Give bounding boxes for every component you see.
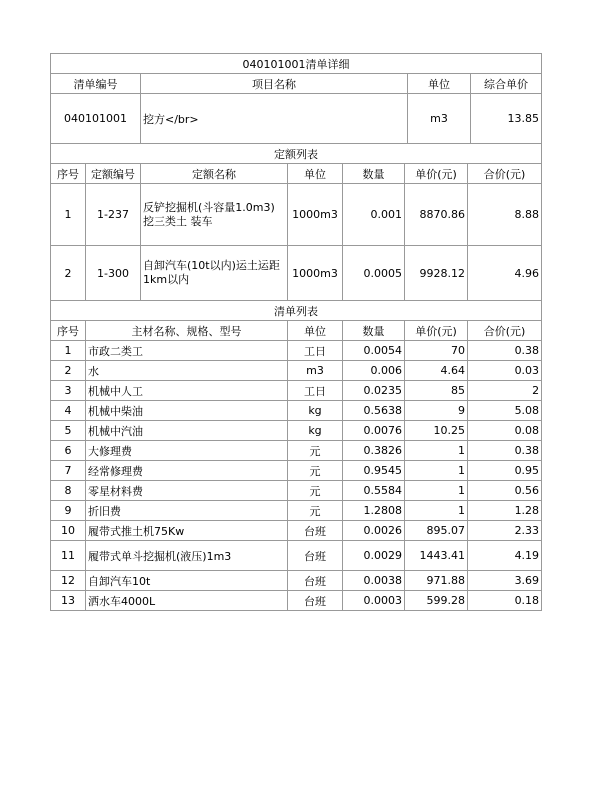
material-seq: 7 <box>51 461 86 481</box>
quota-unit-price: 9928.12 <box>405 246 468 301</box>
material-total: 0.95 <box>468 461 542 481</box>
material-qty: 0.0054 <box>343 341 405 361</box>
material-unit-price: 1 <box>405 441 468 461</box>
material-name: 折旧费 <box>86 501 288 521</box>
quota-total: 8.88 <box>468 184 542 246</box>
material-total: 5.08 <box>468 401 542 421</box>
material-unit: kg <box>288 401 343 421</box>
header-item-name: 项目名称 <box>141 74 408 94</box>
material-seq: 10 <box>51 521 86 541</box>
quota-name: 自卸汽车(10t以内)运土运距1km以内 <box>141 246 288 301</box>
material-qty: 0.0038 <box>343 571 405 591</box>
material-total: 3.69 <box>468 571 542 591</box>
material-unit-price: 1 <box>405 461 468 481</box>
quota-header-seq: 序号 <box>51 164 86 184</box>
quota-seq: 2 <box>51 246 86 301</box>
quota-code: 1-300 <box>86 246 141 301</box>
material-qty: 0.0026 <box>343 521 405 541</box>
material-unit: 台班 <box>288 521 343 541</box>
material-seq: 9 <box>51 501 86 521</box>
materials-title: 清单列表 <box>51 301 542 321</box>
material-unit-price: 70 <box>405 341 468 361</box>
material-seq: 11 <box>51 541 86 571</box>
material-unit-price: 10.25 <box>405 421 468 441</box>
materials-body <box>51 341 542 611</box>
material-unit-price: 4.64 <box>405 361 468 381</box>
material-total: 2 <box>468 381 542 401</box>
table-row <box>51 501 542 521</box>
table-row <box>51 361 542 381</box>
material-unit-price: 599.28 <box>405 591 468 611</box>
material-name: 经常修理费 <box>86 461 288 481</box>
material-qty: 0.5638 <box>343 401 405 421</box>
material-qty: 0.5584 <box>343 481 405 501</box>
material-name: 自卸汽车10t <box>86 571 288 591</box>
material-unit: 元 <box>288 501 343 521</box>
material-unit: 元 <box>288 441 343 461</box>
quota-title: 定额列表 <box>51 144 542 164</box>
quota-qty: 0.0005 <box>343 246 405 301</box>
quota-header-total: 合价(元) <box>468 164 542 184</box>
material-unit: 元 <box>288 481 343 501</box>
material-name: 履带式推土机75Kw <box>86 521 288 541</box>
material-seq: 8 <box>51 481 86 501</box>
material-unit-price: 1443.41 <box>405 541 468 571</box>
list-detail-title: 040101001清单详细 <box>51 54 542 74</box>
table-row <box>51 521 542 541</box>
quota-unit: 1000m3 <box>288 246 343 301</box>
quota-unit: 1000m3 <box>288 184 343 246</box>
material-seq: 13 <box>51 591 86 611</box>
quota-header-qty: 数量 <box>343 164 405 184</box>
material-name: 大修理费 <box>86 441 288 461</box>
table-row <box>51 246 542 301</box>
material-unit-price: 85 <box>405 381 468 401</box>
material-total: 2.33 <box>468 521 542 541</box>
material-qty: 1.2808 <box>343 501 405 521</box>
materials-header-name: 主材名称、规格、型号 <box>86 321 288 341</box>
table-row <box>51 591 542 611</box>
material-total: 1.28 <box>468 501 542 521</box>
table-row <box>51 481 542 501</box>
material-unit-price: 1 <box>405 481 468 501</box>
material-unit: 台班 <box>288 541 343 571</box>
materials-header-unit: 单位 <box>288 321 343 341</box>
material-total: 4.19 <box>468 541 542 571</box>
material-qty: 0.006 <box>343 361 405 381</box>
material-total: 0.03 <box>468 361 542 381</box>
quota-code: 1-237 <box>86 184 141 246</box>
table-row <box>51 461 542 481</box>
header-unit: 单位 <box>408 74 471 94</box>
material-seq: 4 <box>51 401 86 421</box>
header-composite-price: 综合单价 <box>471 74 542 94</box>
material-total: 0.56 <box>468 481 542 501</box>
quota-seq: 1 <box>51 184 86 246</box>
list-code: 040101001 <box>51 94 141 144</box>
material-total: 0.08 <box>468 421 542 441</box>
materials-header-qty: 数量 <box>343 321 405 341</box>
header-list-code: 清单编号 <box>51 74 141 94</box>
materials-header-total: 合价(元) <box>468 321 542 341</box>
material-seq: 2 <box>51 361 86 381</box>
material-name: 履带式单斗挖掘机(液压)1m3 <box>86 541 288 571</box>
quota-total: 4.96 <box>468 246 542 301</box>
material-seq: 12 <box>51 571 86 591</box>
table-row <box>51 441 542 461</box>
material-name: 机械中汽油 <box>86 421 288 441</box>
material-total: 0.38 <box>468 441 542 461</box>
material-unit-price: 9 <box>405 401 468 421</box>
quota-name: 反铲挖掘机(斗容量1.0m3) 挖三类土 装车 <box>141 184 288 246</box>
materials-header-seq: 序号 <box>51 321 86 341</box>
material-name: 洒水车4000L <box>86 591 288 611</box>
quota-table <box>50 143 542 301</box>
material-seq: 1 <box>51 341 86 361</box>
material-total: 0.38 <box>468 341 542 361</box>
material-qty: 0.0076 <box>343 421 405 441</box>
quota-unit-price: 8870.86 <box>405 184 468 246</box>
table-row <box>51 381 542 401</box>
quota-header-unit: 单位 <box>288 164 343 184</box>
table-row <box>51 571 542 591</box>
material-name: 水 <box>86 361 288 381</box>
table-row <box>51 401 542 421</box>
quota-header-unit-price: 单价(元) <box>405 164 468 184</box>
material-name: 机械中柴油 <box>86 401 288 421</box>
quota-header-code: 定额编号 <box>86 164 141 184</box>
material-unit-price: 971.88 <box>405 571 468 591</box>
material-unit-price: 1 <box>405 501 468 521</box>
material-unit: m3 <box>288 361 343 381</box>
material-name: 零星材料费 <box>86 481 288 501</box>
material-seq: 3 <box>51 381 86 401</box>
material-name: 市政二类工 <box>86 341 288 361</box>
material-seq: 6 <box>51 441 86 461</box>
material-qty: 0.0003 <box>343 591 405 611</box>
materials-header-unit-price: 单价(元) <box>405 321 468 341</box>
material-total: 0.18 <box>468 591 542 611</box>
material-unit: 元 <box>288 461 343 481</box>
material-unit: kg <box>288 421 343 441</box>
composite-price: 13.85 <box>471 94 542 144</box>
material-qty: 0.0029 <box>343 541 405 571</box>
material-unit: 台班 <box>288 571 343 591</box>
material-name: 机械中人工 <box>86 381 288 401</box>
material-seq: 5 <box>51 421 86 441</box>
list-detail-table <box>50 53 542 144</box>
table-row <box>51 184 542 246</box>
table-row <box>51 541 542 571</box>
quota-qty: 0.001 <box>343 184 405 246</box>
item-name: 挖方</br> <box>141 94 408 144</box>
material-qty: 0.3826 <box>343 441 405 461</box>
table-row <box>51 421 542 441</box>
material-qty: 0.9545 <box>343 461 405 481</box>
material-qty: 0.0235 <box>343 381 405 401</box>
material-unit-price: 895.07 <box>405 521 468 541</box>
materials-table <box>50 300 542 611</box>
item-unit: m3 <box>408 94 471 144</box>
material-unit: 工日 <box>288 381 343 401</box>
quota-header-name: 定额名称 <box>141 164 288 184</box>
material-unit: 工日 <box>288 341 343 361</box>
table-row <box>51 341 542 361</box>
material-unit: 台班 <box>288 591 343 611</box>
